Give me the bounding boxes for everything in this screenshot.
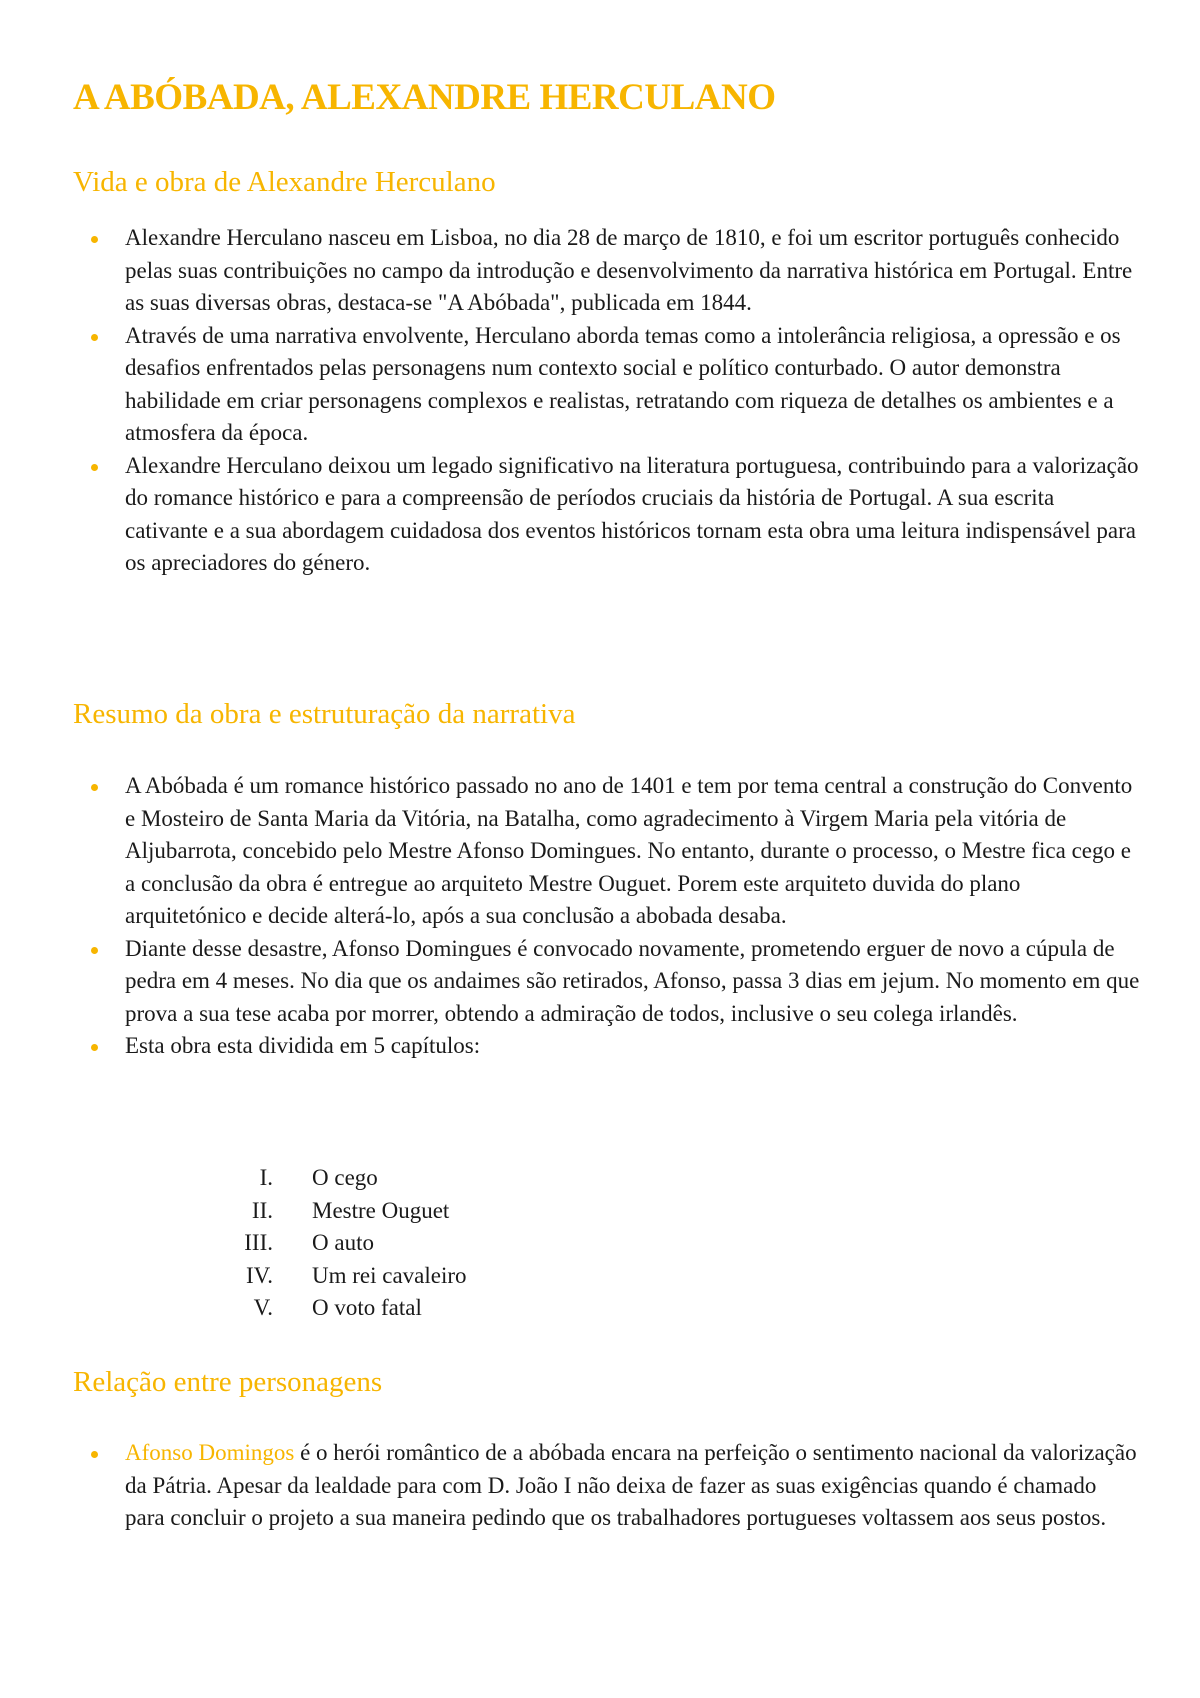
bullet-icon xyxy=(91,784,98,791)
bullet-icon xyxy=(91,236,98,243)
chapter-numeral: IV. xyxy=(245,1262,273,1288)
bullet-icon xyxy=(91,947,98,954)
bullet-icon xyxy=(91,1451,98,1458)
list-item xyxy=(73,933,1140,1031)
list-item xyxy=(73,1030,1140,1063)
chapter-title: O voto fatal xyxy=(312,1295,422,1320)
chapter-numeral: I. xyxy=(259,1165,273,1190)
list-relacao xyxy=(73,1437,1140,1535)
list-item xyxy=(73,450,1140,580)
chapter-numeral: II. xyxy=(251,1197,273,1223)
list-item-text: Diante desse desastre, Afonso Domingues é convocado novamente, prometendo erguer de novo a cúpula de pedra em 4 meses. No dia que os andaimes são retirados, Afonso, passa 3 dias em jejum. No momento em que prova a sua tese acaba por morrer, obtendo a admiração de todos, inclusive o seu colega irlandês. xyxy=(125,935,1140,1026)
list-item-text: Esta obra esta dividida em 5 capítulos: xyxy=(125,1033,481,1058)
chapter-title: Um rei cavaleiro xyxy=(312,1262,467,1288)
chapter-title: O auto xyxy=(312,1230,374,1255)
list-item-text: Através de uma narrativa envolvente, Herculano aborda temas como a intolerância religiosa, a opressão e os desafios enfrentados pelas personagens num contexto social e político conturbado. O autor demonstra habilidade em criar personagens complexos e realistas, retratando com riqueza de detalhes os ambientes e a atmosfera da época. xyxy=(125,322,1121,445)
bullet-icon xyxy=(91,1044,98,1051)
list-item-text: Alexandre Herculano nasceu em Lisboa, no dia 28 de março de 1810, e foi um escritor português conhecido pelas suas contribuições no campo da introdução e desenvolvimento da narrativa histórica em Portugal. Entre as suas diversas obras, destaca-se "A Abóbada", publicada em 1844. xyxy=(125,225,1133,315)
bullet-icon xyxy=(91,334,98,341)
chapter-title: O cego xyxy=(312,1165,378,1190)
chapter-numeral: V. xyxy=(253,1295,273,1320)
list-item-text: Alexandre Herculano deixou um legado significativo na literatura portuguesa, contribuindo para a valorização do romance histórico e para a compreensão de períodos cruciais da história de Portugal. A sua escrita cativante e a sua abordagem cuidadosa dos eventos históricos tornam esta obra uma leitura indispensável para os apreciadores do género. xyxy=(125,452,1139,575)
chapter-title: Mestre Ouguet xyxy=(312,1197,450,1223)
list-resumo xyxy=(73,770,1140,1063)
list-item xyxy=(73,770,1140,933)
chapter-numeral: III. xyxy=(244,1230,273,1255)
heading-relacao: Relação entre personagens xyxy=(73,1366,383,1398)
character-name: Afonso Domingos xyxy=(125,1440,295,1465)
list-item xyxy=(73,320,1140,450)
bullet-icon xyxy=(91,464,98,471)
list-item xyxy=(73,1437,1140,1535)
list-vida-obra xyxy=(73,222,1140,580)
heading-resumo: Resumo da obra e estruturação da narrativa xyxy=(73,698,576,730)
list-item xyxy=(73,222,1140,320)
heading-vida-obra: Vida e obra de Alexandre Herculano xyxy=(73,166,496,198)
document-title: A ABÓBADA, ALEXANDRE HERCULANO xyxy=(73,77,776,118)
list-item-text: A Abóbada é um romance histórico passado no ano de 1401 e tem por tema central a construção do Convento e Mosteiro de Santa Maria da Vitória, na Batalha, como agradecimento à Virgem Maria pela vitória de Aljubarrota, concebido pelo Mestre Afonso Domingues. No entanto, durante o processo, o Mestre fica cego e a conclusão da obra é entregue ao arquiteto Mestre Ouguet. Porem este arquiteto duvida do plano arquitetónico e decide alterá-lo, após a sua conclusão a abobada desaba. xyxy=(125,773,1133,928)
list-item-text: é o herói romântico de a abóbada encara na perfeição o sentimento nacional da valorização da Pátria. Apesar da lealdade para com D. João I não deixa de fazer as suas exigências quando é chamado para concluir o projeto a sua maneira pedindo que os trabalhadores portugueses voltassem aos seus postos. xyxy=(125,1440,1137,1530)
